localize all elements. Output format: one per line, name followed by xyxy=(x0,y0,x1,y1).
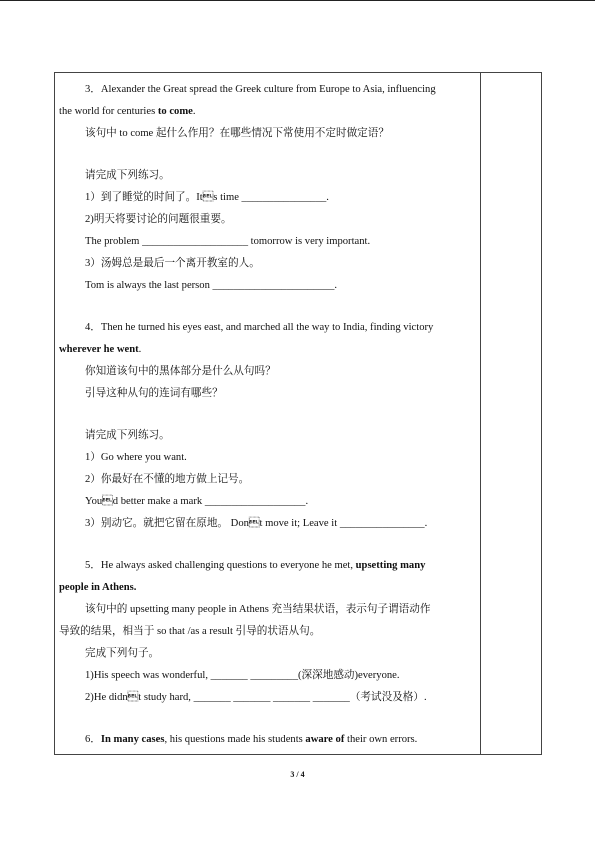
q4-line2-end: . xyxy=(138,344,142,355)
top-rule xyxy=(0,0,595,1)
q3-line2-text: the world for centuries xyxy=(59,106,158,117)
q5-line1 xyxy=(59,555,477,577)
q3-question: 该句中 to come 起什么作用？在哪些情况下常使用不定时做定语？ xyxy=(85,128,389,139)
column-divider-1 xyxy=(480,73,481,754)
q3-line2 xyxy=(59,101,477,123)
q6-bold-phrase-2: aware of xyxy=(305,734,345,745)
q5-explain-2: 导致的结果，相当于 so that /as a result 引导的状语从句。 xyxy=(59,626,321,637)
q5-prompt: 完成下列句子。 xyxy=(85,648,160,659)
q5-exercise-2: 2)He didnt study hard, _______ _______ _______ _______（考试没及格）. xyxy=(85,692,427,703)
q3-exercise-3-en: Tom is always the last person _______________________. xyxy=(85,280,338,291)
spacer xyxy=(59,405,477,425)
q5-line1-text: 5．He always asked challenging questions to everyone he met, xyxy=(85,560,356,571)
q6-bold-phrase-1: In many cases xyxy=(100,734,165,745)
spacer xyxy=(59,709,477,729)
q5-bold-phrase-2: people in Athens. xyxy=(59,582,137,593)
q6-line1 xyxy=(59,729,477,751)
q4-prompt: 请完成下列练习。 xyxy=(85,430,170,441)
q6-number: 6． xyxy=(85,734,101,745)
q4-exercise-2: 2）你最好在不懂的地方做上记号。 xyxy=(85,474,250,485)
q4-question-1: 你知道该句中的黑体部分是什么从句吗？ xyxy=(85,366,276,377)
q4-line2 xyxy=(59,339,477,361)
q3-exercise-3: 3）汤姆总是最后一个离开教室的人。 xyxy=(85,258,260,269)
q5-bold-phrase-1: upsetting many xyxy=(355,560,426,571)
q6-text-end: their own errors. xyxy=(344,734,418,745)
q4-exercise-3: 3）别动它。就把它留在原地。 Dont move it; Leave it ________________. xyxy=(85,518,428,529)
q3-exercise-2: 2)明天将要讨论的问题很重要。 xyxy=(85,214,232,225)
spacer xyxy=(59,145,477,165)
q3-prompt: 请完成下列练习。 xyxy=(85,170,170,181)
q3-exercise-2-en: The problem ____________________ tomorrow is very important. xyxy=(85,236,371,247)
q3-line1: 3．Alexander the Great spread the Greek culture from Europe to Asia, influencing xyxy=(85,84,436,95)
spacer xyxy=(59,535,477,555)
q4-exercise-2-en: Youd better make a mark ___________________. xyxy=(85,496,309,507)
q4-line1: 4．Then he turned his eyes east, and marched all the way to India, finding victory xyxy=(85,322,434,333)
q4-question-2: 引导这种从句的连词有哪些？ xyxy=(85,388,223,399)
q3-line2-end: . xyxy=(192,106,196,117)
q5-explain-1: 该句中的 upsetting many people in Athens 充当结果状语，表示句子谓语动作 xyxy=(85,604,431,615)
spacer xyxy=(59,297,477,317)
q6-text-mid: , his questions made his students xyxy=(164,734,306,745)
lesson-table xyxy=(54,72,542,755)
q4-exercise-1: 1）Go where you want. xyxy=(85,452,187,463)
q5-exercise-1: 1)His speech was wonderful, _______ _________(深深地感动)everyone. xyxy=(85,670,400,681)
q5-line2 xyxy=(59,577,477,599)
main-content-cell xyxy=(59,79,477,751)
page-number: 3 / 4 xyxy=(290,770,305,779)
q3-bold-phrase: to come xyxy=(157,106,193,117)
q4-bold-phrase: wherever he went xyxy=(59,344,139,355)
column-divider-2 xyxy=(541,73,542,754)
q3-exercise-1: 1）到了睡觉的时间了。Its time ________________. xyxy=(85,192,329,203)
